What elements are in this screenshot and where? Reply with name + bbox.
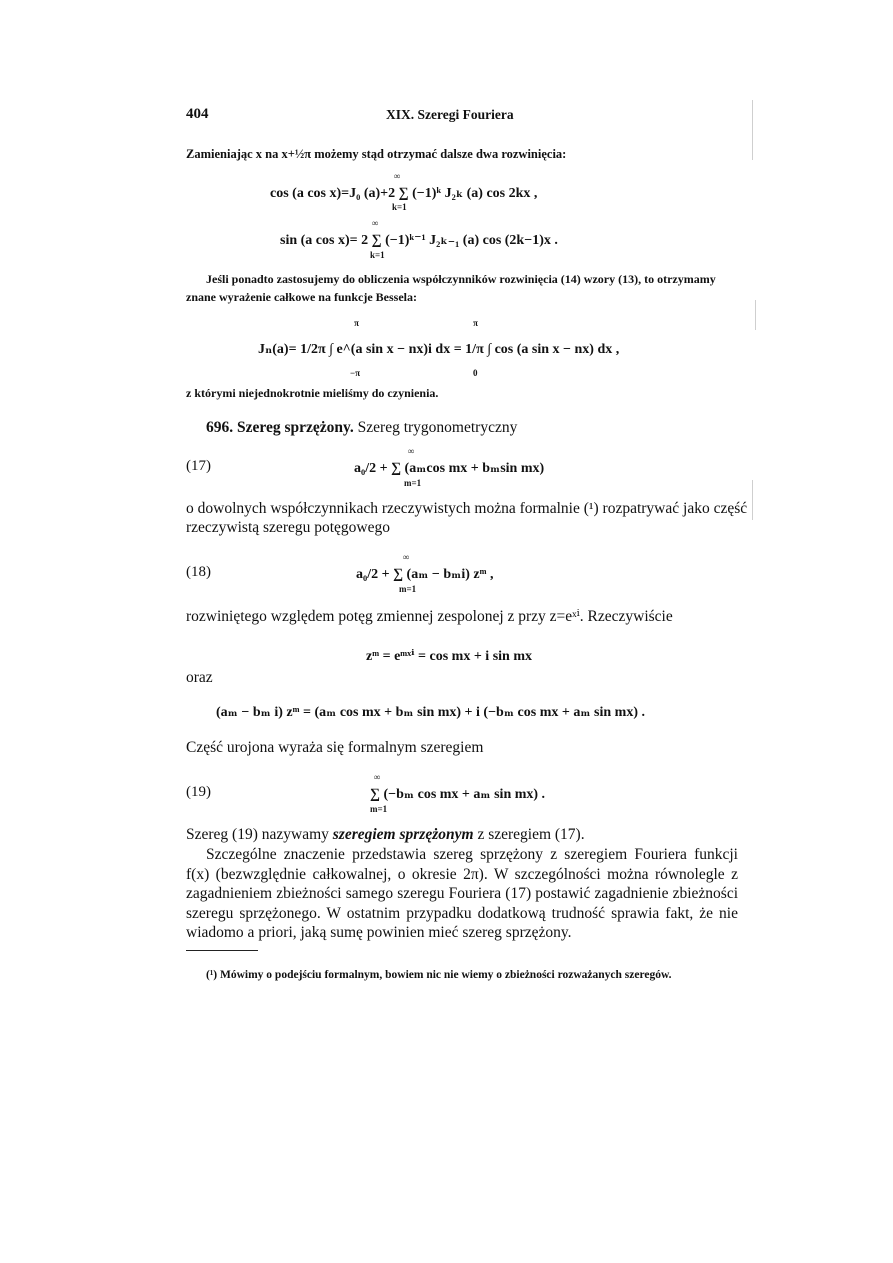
bessel-intro-line1: Jeśli ponadto zastosujemy do obliczenia współczynników rozwinięcia (14) wzory (13), to otrzymamy bbox=[206, 272, 716, 286]
bessel-upper-limit-2: π bbox=[473, 318, 478, 328]
eq1-lower-limit: k=1 bbox=[392, 202, 407, 212]
section-title: Szereg sprzężony. bbox=[237, 419, 354, 436]
section-heading bbox=[206, 419, 517, 437]
eq1-text: cos (a cos x)=J₀ (a)+2 ∑ (−1)ᵏ J₂ₖ (a) cos 2kx , bbox=[270, 186, 538, 201]
page-number: 404 bbox=[186, 106, 209, 122]
footnote bbox=[206, 969, 672, 981]
eq17-upper-limit: ∞ bbox=[408, 446, 415, 456]
p18: rozwiniętego względem potęg zmiennej zespolonej z przy z=eˣⁱ. Rzeczywiście bbox=[186, 608, 673, 625]
def-emphasis: szeregiem sprzężonym bbox=[332, 826, 474, 843]
imaginary-part-line: Część urojona wyraża się formalnym szeregiem bbox=[186, 739, 484, 756]
bessel-lower-limit-1: −π bbox=[350, 368, 361, 378]
scan-speck bbox=[755, 300, 756, 330]
oraz-word: oraz bbox=[186, 669, 213, 686]
eq1-upper-limit: ∞ bbox=[394, 171, 401, 181]
eq18-upper-limit: ∞ bbox=[403, 552, 410, 562]
eq2-text: sin (a cos x)= 2 ∑ (−1)ᵏ⁻¹ J₂ₖ₋₁ (a) cos (2k−1)x . bbox=[280, 233, 558, 248]
def-part-b: z szeregiem (17). bbox=[473, 826, 585, 843]
scan-speck bbox=[752, 480, 753, 520]
final-paragraph: Szczególne znaczenie przedstawia szereg sprzężony z szeregiem Fouriera funkcji f(x) (bezwzględnie całkowalnej, o okresie 2π). W szczególności można równolegle z zagadnieniem zbieżności samego szeregu Fouriera (17) postawić zagadnienie zbieżności szeregu sprzężonego. W ostatnim przypadku dodatkową trudność sprawia fakt, że nie wiadomo a priori, jaką sumę powinien mieć szereg sprzężony. bbox=[186, 846, 738, 941]
p17-line2: rzeczywistą szeregu potęgowego bbox=[186, 519, 390, 536]
bessel-eq-text: Jₙ(a)= 1/2π ∫ e^(a sin x − nx)i dx = 1/π ∫ cos (a sin x − nx) dx , bbox=[258, 342, 620, 357]
conjugate-definition bbox=[186, 826, 585, 844]
def-part-a: Szereg (19) nazywamy bbox=[186, 826, 333, 843]
eq19-upper-limit: ∞ bbox=[374, 772, 381, 782]
running-title: XIX. Szeregi Fouriera bbox=[386, 107, 514, 122]
section-number: 696. bbox=[206, 419, 234, 436]
p17-line1: o dowolnych współczynnikach rzeczywistych można formalnie (¹) rozpatrywać jako część bbox=[186, 500, 748, 517]
eq2-upper-limit: ∞ bbox=[372, 218, 379, 228]
eq17-lower-limit: m=1 bbox=[404, 478, 422, 488]
eq18-text: a₀/2 + ∑ (aₘ − bₘi) zᵐ , bbox=[356, 567, 494, 582]
footnote-rule bbox=[186, 950, 258, 951]
eq19-label: (19) bbox=[186, 784, 211, 800]
bessel-intro-line2: znane wyrażenie całkowe na funkcje Bessela: bbox=[186, 290, 417, 304]
eq18-label: (18) bbox=[186, 564, 211, 580]
footnote-text: Mówimy o podejściu formalnym, bowiem nic nie wiemy o zbieżności rozważanych szeregów. bbox=[219, 969, 672, 981]
intro-line: Zamieniając x na x+½π możemy stąd otrzymać dalsze dwa rozwinięcia: bbox=[186, 147, 567, 161]
section-lead: Szereg trygonometryczny bbox=[357, 419, 518, 436]
equation-product: (aₘ − bₘ i) zᵐ = (aₘ cos mx + bₘ sin mx) + i (−bₘ cos mx + aₘ sin mx) . bbox=[216, 705, 645, 720]
eq17-label: (17) bbox=[186, 458, 211, 474]
equation-z-power: zᵐ = eᵐˣⁱ = cos mx + i sin mx bbox=[366, 649, 532, 664]
bessel-lower-limit-2: 0 bbox=[473, 368, 478, 378]
eq19-lower-limit: m=1 bbox=[370, 804, 388, 814]
eq19-text: ∑ (−bₘ cos mx + aₘ sin mx) . bbox=[370, 787, 546, 802]
footnote-marker: (¹) bbox=[206, 969, 218, 981]
eq2-lower-limit: k=1 bbox=[370, 250, 385, 260]
eq18-lower-limit: m=1 bbox=[399, 584, 417, 594]
eq17-text: a₀/2 + ∑ (aₘcos mx + bₘsin mx) bbox=[354, 461, 545, 476]
scan-speck bbox=[752, 100, 753, 160]
bessel-closing-line: z którymi niejednokrotnie mieliśmy do czynienia. bbox=[186, 386, 439, 400]
bessel-upper-limit-1: π bbox=[354, 318, 359, 328]
